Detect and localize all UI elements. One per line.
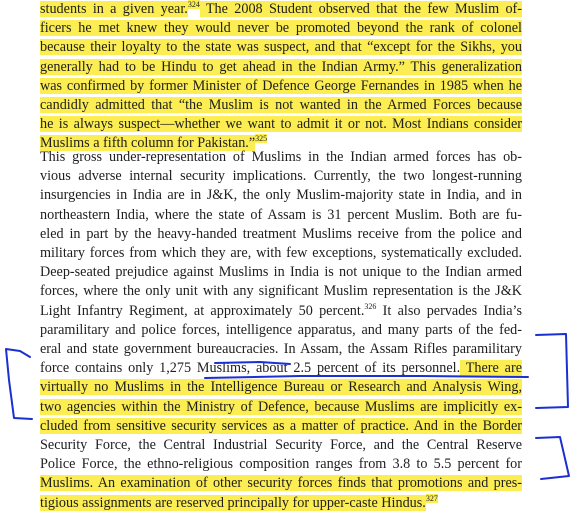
text-line (40, 148, 522, 167)
footnote-ref: 324 (187, 0, 200, 9)
footnote-ref: 327 (425, 493, 438, 503)
text-segment: Light Infantry Regiment, at approximately 50 percent. (40, 302, 365, 319)
text-line (40, 115, 522, 134)
text-line (40, 19, 522, 38)
text-line (40, 302, 522, 321)
footnote-ref: 326 (364, 301, 377, 311)
text-line (40, 321, 522, 340)
text-segment: This gross under-representation of Muslims in the Indian armed forces has ob- (40, 149, 522, 165)
text-line (40, 58, 522, 77)
text-segment: because their loyalty to the state was suspect, and that “except for the Sikhs, you (40, 39, 522, 56)
text-line (40, 38, 522, 57)
text-segment: students in a given year. (40, 1, 188, 17)
text-segment: northeastern India, where the state of Assam is 31 percent Muslim. Both are fu- (40, 206, 522, 223)
text-segment: ficers he met knew they would never be promoted beyond the rank of colonel (40, 20, 522, 37)
text-segment: forces, where the only unit with any significant Muslim representation is the J&K (40, 283, 522, 300)
text-line (40, 455, 522, 474)
text-segment: Muslims. An examination of other security forces finds that promotions and pres- (40, 475, 522, 492)
text-segment: he is always suspect—whether we want to admit it or not. Most Indians consider (40, 116, 522, 133)
text-line (40, 494, 522, 513)
footnote-ref: 325 (255, 134, 268, 144)
text-line (40, 359, 522, 378)
text-line (40, 436, 522, 455)
text-segment: Muslims a fifth column for Pakistan.” (40, 135, 256, 152)
text-segment: Deep-seated prejudice against Muslims in India is not unique to the Indian armed (40, 264, 522, 281)
text-segment: generally had to be Hindu to get ahead in the Indian Army.” This generalization (40, 58, 522, 75)
text-segment: vious adverse internal security implications. Currently, the two longest-running (40, 168, 522, 185)
text-segment: There are (460, 360, 522, 377)
text-segment: virtually no Muslims in the Intelligence Bureau or Research and Analysis Wing, (40, 379, 522, 396)
text-line (40, 0, 522, 19)
text-line (40, 186, 522, 205)
text-line (40, 417, 522, 436)
text-segment: military forces from which they are, with few exceptions, systematically excluded. (40, 245, 522, 261)
text-segment: cluded from sensitive security services as a matter of practice. And in the Border (40, 417, 522, 434)
text-segment: Police Force, the ethno-religious composition ranges from 3.8 to 5.5 percent for (40, 456, 522, 473)
text-line (40, 167, 522, 186)
text-segment: was confirmed by former Minister of Defence George Fernandes in 1985 when he (40, 77, 522, 94)
text-line (40, 474, 522, 493)
text-segment: tigious assignments are reserved principally for upper-caste Hindus. (40, 494, 426, 511)
text-segment: paramilitary and police forces, intelligence apparatus, and many parts of the fed- (40, 321, 522, 338)
text-segment: The 2008 Student observed that the few Muslim of- (199, 1, 522, 17)
text-line (40, 77, 522, 96)
text-segment: Security Force, the Central Industrial Security Force, and the Central Reserve (40, 437, 522, 453)
text-segment: candidly admitted that “the Muslim is not wanted in the Armed Forces because (40, 97, 522, 113)
text-line (40, 263, 522, 282)
text-line (40, 206, 522, 225)
text-line (40, 398, 522, 417)
text-segment: eled in part by the heavy-handed treatment Muslims receive from the police and (40, 225, 522, 242)
text-segment: force contains only 1,275 Muslims, about 2.5 percent of its personnel. (40, 360, 461, 377)
text-line (40, 340, 522, 359)
text-segment: insurgencies in India are in J&K, the only Muslim-majority state in India, and in (40, 187, 522, 204)
text-line (40, 225, 522, 244)
text-line (40, 96, 522, 115)
text-segment: eral and state government bureaucracies. In Assam, the Assam Rifles paramilitary (40, 341, 522, 357)
text-segment: two agencies within the Ministry of Defence, because Muslims are implicitly ex- (40, 398, 522, 415)
text-segment: It also pervades India’s (376, 302, 522, 319)
text-line (40, 378, 522, 397)
text-line (40, 244, 522, 263)
text-line (40, 282, 522, 301)
